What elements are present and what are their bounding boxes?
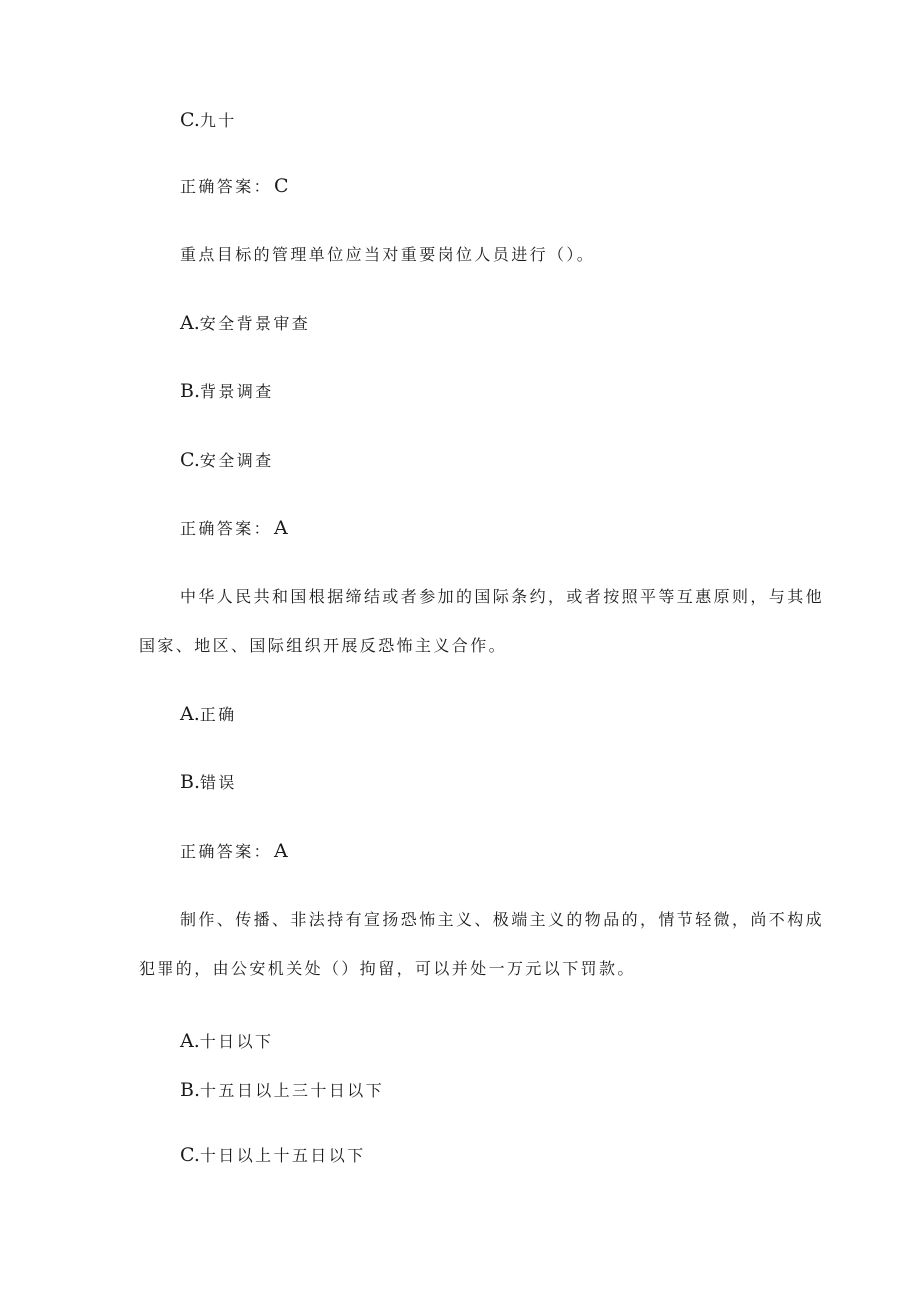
option-text: 十日以下 (199, 1032, 274, 1051)
question-text-continued (139, 636, 507, 656)
option-letter: C. (180, 109, 200, 131)
option-text: 安全调查 (199, 451, 274, 470)
option-letter: B. (180, 380, 201, 402)
option-text: 十日以上十五日以下 (199, 1146, 366, 1165)
question-line: 国家、地区、国际组织开展反恐怖主义合作。 (139, 636, 508, 655)
answer-label: 正确答案： (180, 519, 273, 538)
option-text: 九十 (199, 111, 237, 130)
correct-answer-3 (180, 841, 288, 862)
option-text: 错误 (200, 773, 237, 792)
option-a (180, 1031, 273, 1052)
question-line: 中华人民共和国根据缔结或者参加的国际条约，或者按照平等互惠原则，与其他 (180, 587, 825, 606)
answer-value: A (274, 517, 288, 539)
question-text-continued (139, 959, 636, 979)
question-line: 犯罪的，由公安机关处（）拘留，可以并处一万元以下罚款。 (139, 959, 636, 978)
option-text: 背景调查 (200, 382, 274, 401)
option-letter: B. (180, 1079, 201, 1101)
option-letter: A. (180, 1030, 200, 1052)
option-b (180, 772, 237, 793)
option-text: 正确 (199, 705, 237, 724)
option-c (180, 450, 274, 471)
question-text (180, 910, 824, 930)
option-letter: B. (180, 771, 201, 793)
answer-value: A (274, 840, 288, 862)
option-letter: A. (180, 703, 200, 725)
option-b (180, 1080, 384, 1101)
option-text: 十五日以上三十日以下 (200, 1081, 385, 1100)
option-a (180, 704, 237, 725)
option-b (180, 381, 274, 402)
option-letter: C. (180, 449, 200, 471)
answer-label: 正确答案： (180, 842, 273, 861)
option-text: 安全背景审查 (199, 314, 311, 333)
question-text (180, 587, 824, 607)
correct-answer-1 (180, 176, 289, 197)
option-letter: C. (180, 1144, 200, 1166)
question-line: 制作、传播、非法持有宣扬恐怖主义、极端主义的物品的，情节轻微，尚不构成 (180, 910, 825, 929)
question-line: 重点目标的管理单位应当对重要岗位人员进行（）。 (180, 245, 596, 264)
option-c (180, 1145, 366, 1166)
correct-answer-2 (180, 518, 288, 539)
option-c-previous (180, 110, 237, 131)
answer-value: C (274, 175, 289, 197)
question-text (180, 245, 595, 265)
option-a (180, 313, 310, 334)
answer-label: 正确答案： (180, 177, 273, 196)
option-letter: A. (180, 312, 200, 334)
